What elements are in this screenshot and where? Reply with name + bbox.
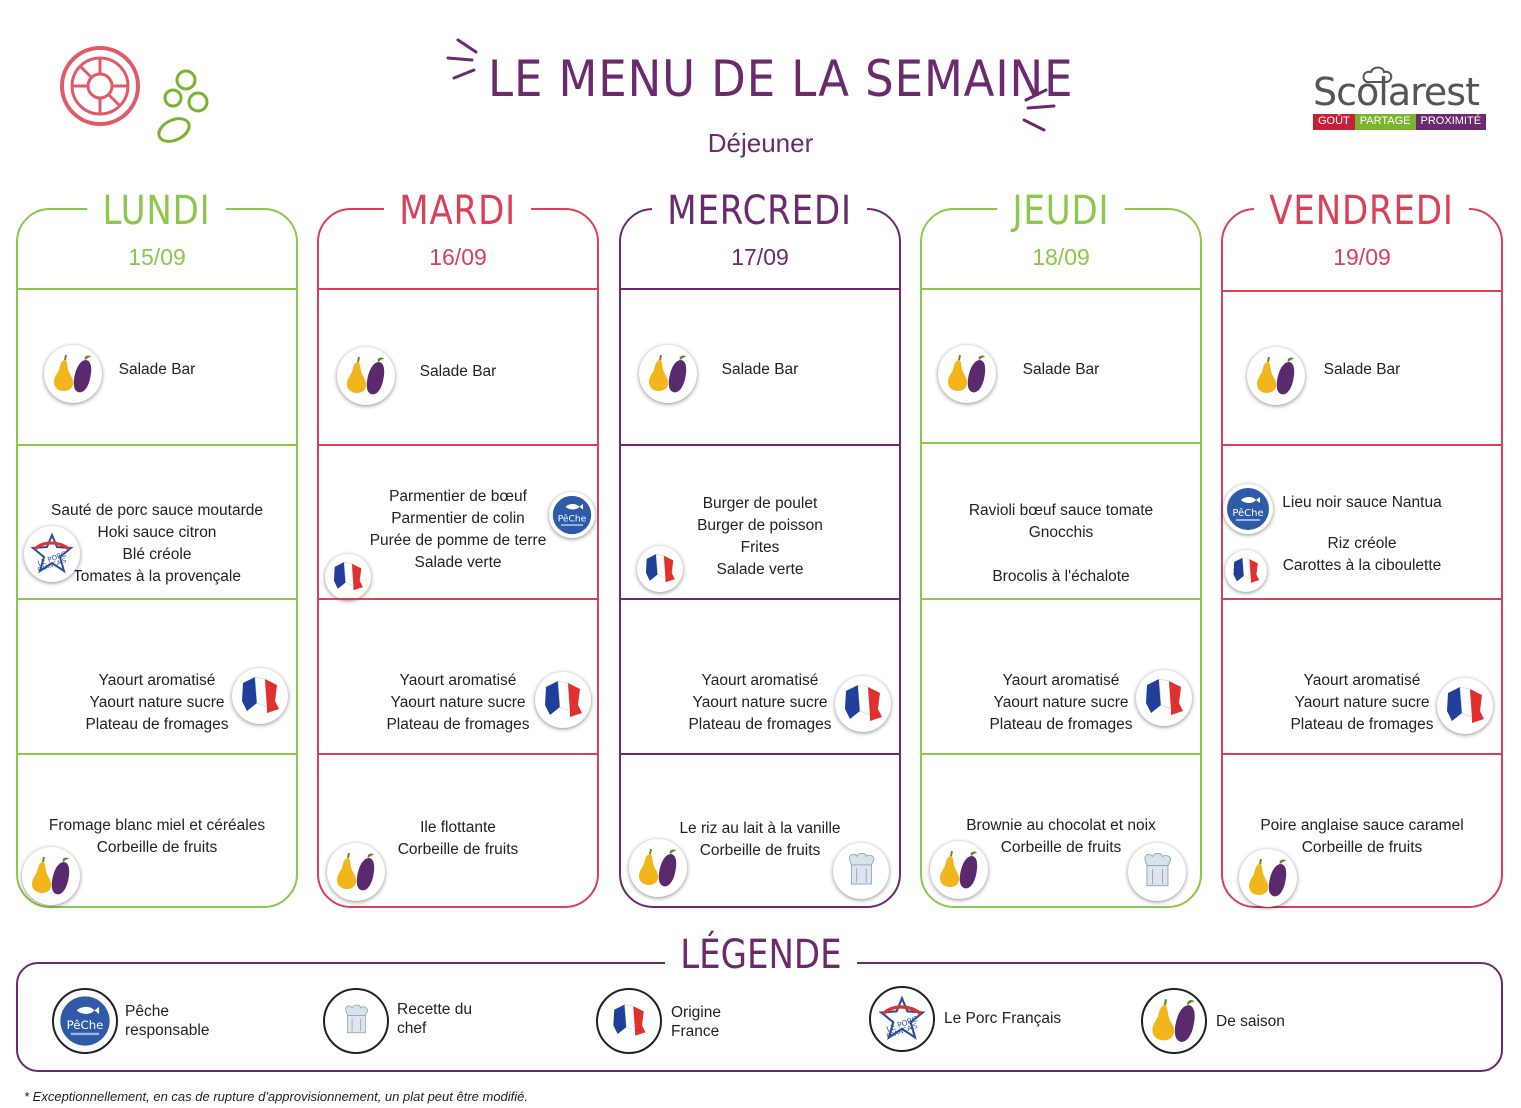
row-dessert [1221,753,1503,903]
legend-chef-badge [323,988,389,1054]
row-plat [1221,444,1503,598]
chef-hat-icon [1136,851,1178,893]
dish-plat: Lieu noir sauce Nantua Riz créole Carottes à la ciboulette [1282,494,1442,574]
recette-du-chef-badge [833,843,889,899]
saison-icon [636,846,680,890]
legend-porc-label: Le Porc Français [944,1010,1062,1027]
porc-francais-icon [877,994,927,1044]
chef-hat-logo-icon [1357,66,1397,90]
day-date: 17/09 [731,244,789,270]
row-entree [16,288,298,444]
origine-france-badge [835,676,891,732]
saison-badge [629,839,687,897]
day-date: 15/09 [128,244,186,270]
row-dessert [619,753,901,903]
row-entree [317,288,599,444]
origine-france-icon [1141,675,1187,721]
saison-icon [1149,996,1199,1046]
peche-responsable-badge [1223,484,1273,534]
legend-peche-badge [52,988,118,1054]
legend-peche-label: Pêche responsable [125,1003,210,1039]
legend-saison-badge [1141,988,1207,1054]
legend-origine-badge [596,988,662,1054]
logo-tag-gout: GOÛT [1313,114,1355,130]
origine-france-icon [237,673,283,719]
origine-france-badge [325,554,371,600]
row-plat [920,442,1202,598]
dish-entree: Salade Bar [1022,361,1100,378]
day-date: 19/09 [1333,244,1391,270]
day-name: JEUDI [997,188,1124,234]
peche-responsable-icon [58,994,112,1048]
legend-origine-label: Origine France [671,1004,721,1040]
origine-france-icon [330,559,366,595]
day-name: MERCREDI [652,188,867,234]
legend-saison-label: De saison [1216,1013,1285,1030]
row-plat [619,444,901,598]
dish-entree: Salade Bar [419,363,497,380]
dish-entree: Salade Bar [118,361,196,378]
origine-france-icon [540,677,586,723]
dish-plat: Parmentier de bœuf Parmentier de colin Purée de pomme de terre Salade verte [369,488,547,571]
day-name: LUNDI [88,188,227,234]
day-name: MARDI [384,188,531,234]
dish-laitage: Yaourt aromatisé Yaourt nature sucre Plateau de fromages [989,672,1133,733]
origine-france-badge [232,668,288,724]
origine-france-badge [637,546,683,592]
origine-france-badge [1225,550,1267,592]
origine-france-icon [840,681,886,727]
legend-title: LÉGENDE [665,932,857,978]
day-column-mardi [317,188,599,908]
row-dessert [920,753,1202,903]
dish-dessert: Ile flottante Corbeille de fruits [397,819,519,858]
origine-france-icon [1230,555,1262,587]
saison-icon [334,850,378,894]
saison-badge [930,841,988,899]
row-laitage [1221,598,1503,753]
saison-icon [1246,856,1290,900]
footnote: * Exceptionnellement, en cas de rupture d'approvisionnement, un plat peut être modifié. [24,1089,529,1104]
dish-laitage: Yaourt aromatisé Yaourt nature sucre Plateau de fromages [386,672,530,733]
day-column-jeudi [920,188,1202,908]
page-title: LE MENU DE LA SEMAINE [488,50,1074,108]
day-date: 16/09 [429,244,487,270]
chef-hat-icon [338,1003,374,1039]
row-plat [317,444,599,598]
row-plat [16,444,298,598]
porc-francais-icon [29,531,75,577]
row-entree [619,288,901,444]
title-decoration-left-icon [444,36,484,86]
day-column-mercredi [619,188,901,908]
dish-entree: Salade Bar [721,361,799,378]
saison-icon [29,854,73,898]
origine-france-icon [609,1001,649,1041]
dish-laitage: Yaourt aromatisé Yaourt nature sucre Plateau de fromages [85,672,229,733]
saison-badge [1239,849,1297,907]
row-dessert [317,753,599,903]
recette-du-chef-badge [1128,843,1186,901]
dish-plat: Sauté de porc sauce moutarde Hoki sauce citron Blé créole Tomates à la provençale [51,502,263,585]
origine-france-badge [535,672,591,728]
legend-chef-label: Recette du chef [397,1001,472,1037]
porc-francais-badge [24,526,80,582]
row-entree [920,288,1202,442]
dish-entree: Salade Bar [1323,361,1401,378]
legend-porc-badge [869,986,935,1052]
row-laitage [317,598,599,753]
peche-responsable-badge [549,492,595,538]
logo-tag-proximite: PROXIMITÉ [1416,114,1487,130]
origine-france-icon [1442,683,1488,729]
logo-tagline [1313,114,1493,130]
saison-badge [22,847,80,905]
page-subtitle: Déjeuner [707,128,814,158]
saison-icon [937,848,981,892]
day-name: VENDREDI [1254,188,1469,234]
origine-france-badge [1136,670,1192,726]
peche-responsable-icon [551,494,593,536]
logo-wordmark: Scolarest [1313,70,1479,114]
origine-france-icon [642,551,678,587]
origine-france-badge [1437,678,1493,734]
row-dessert [16,753,298,903]
dish-dessert: Poire anglaise sauce caramel Corbeille de fruits [1260,817,1464,856]
row-laitage [619,598,901,753]
day-column-lundi [16,188,298,908]
dish-plat: Ravioli bœuf sauce tomate Gnocchis Brocolis à l'échalote [968,502,1154,585]
row-entree [1221,290,1503,444]
saison-badge [327,843,385,901]
dish-plat: Burger de poulet Burger de poisson Frites Salade verte [697,495,823,578]
dish-laitage: Yaourt aromatisé Yaourt nature sucre Plateau de fromages [1290,672,1434,733]
dish-dessert: Fromage blanc miel et céréales Corbeille de fruits [48,817,266,856]
logo-tag-partage: PARTAGE [1355,114,1416,130]
dish-laitage: Yaourt aromatisé Yaourt nature sucre Plateau de fromages [688,672,832,733]
day-column-vendredi [1221,188,1503,908]
dish-dessert: Le riz au lait à la vanille Corbeille de fruits [679,820,841,859]
day-date: 18/09 [1032,244,1090,270]
row-laitage [16,598,298,753]
row-laitage [920,598,1202,753]
scolarest-logo [1313,72,1493,130]
dish-dessert: Brownie au chocolat et noix Corbeille de fruits [966,817,1156,856]
peche-responsable-icon [1225,486,1271,532]
chef-hat-icon [841,851,881,891]
